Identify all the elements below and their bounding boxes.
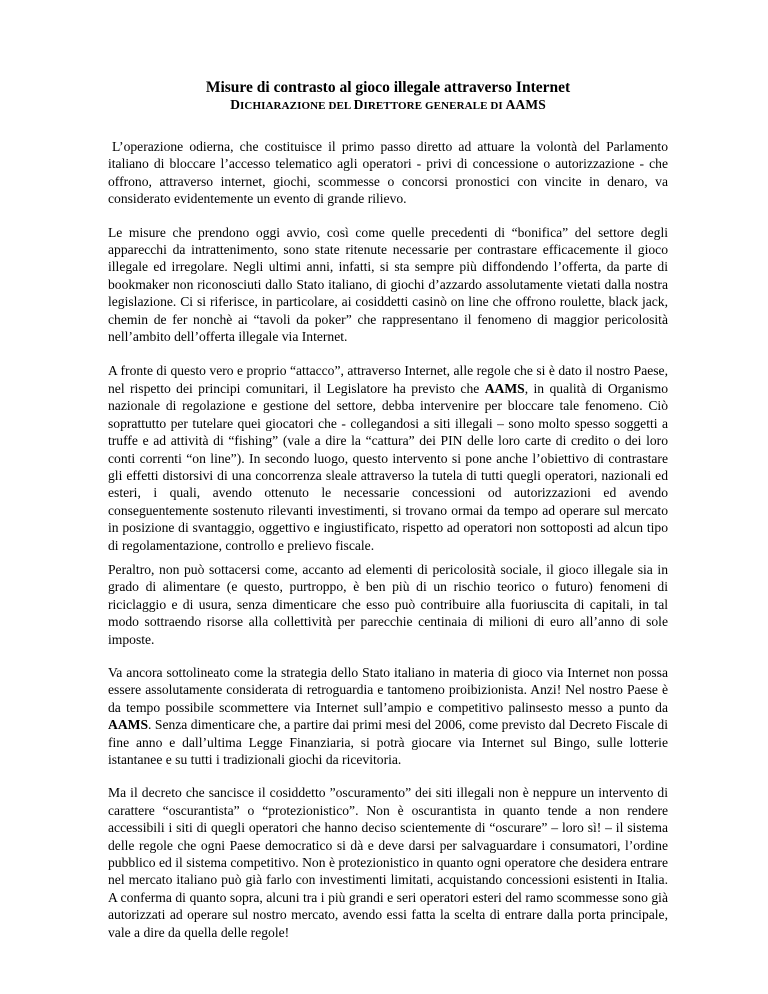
subtitle-text-2: IRETTORE GENERALE DI — [363, 100, 506, 112]
paragraph-6: Ma il decreto che sancisce il cosiddetto ”oscuramento” dei siti illegali non è neppure un intervento di carattere “oscurantista” o “protezionistico”. Non è oscurantista in quanto tende a non rendere accessibili i siti di quegli operatori che hanno deciso scientemente di “oscurare” – loro sì! – il sistema delle regole che ogni Paese democratico si dà e deve darsi per salvaguardare i consumatori, l’ordine pubblico ed il sistema competitivo. Non è protezionistico in quanto ogni operatore che desidera entrare nel mercato italiano può già farlo con investimenti limitati, acquistando concessioni esistenti in Italia. A conferma di quanto sopra, alcuni tra i più grandi e seri operatori esteri del ramo scommesse sono già autorizzati ad operare sul nostro mercato, avendo essi fatta la scelta di entrare dalla porta principale, vale a dire da quella delle regole! — [108, 785, 668, 940]
paragraph-5-text-a: Va ancora sottolineato come la strategia dello Stato italiano in materia di gioco via Internet non possa essere assolutamente considerata di retroguardia e tantomeno proibizionista. Anzi! Nel nostro Paese è da tempo possibile scommettere via Internet sull’ampio e competitivo palinsesto messo a punto da — [108, 664, 668, 715]
paragraph-4: Peraltro, non può sottacersi come, accanto ad elementi di pericolosità sociale, il gioco illegale sia in grado di alimentare (e questo, purtroppo, è ben più di un rischio teorico o futuro) fenomeni di riciclaggio e di usura, senza dimenticare che esso può contribuire alla fuoriuscita di capitali, in tal modo sottraendo risorse alla collettività per parecchie centinaia di milioni di euro all’anno di sole imposte. — [108, 561, 668, 647]
paragraph-5-text-b: . Senza dimenticare che, a partire dai primi mesi del 2006, come previsto dal Decreto Fiscale di fine anno e dall’ultima Legge Finanziaria, si potrà giocare via Internet sul Bingo, sulle lotterie istantanee e su tutti i tradizionali giochi da ricevitoria. — [108, 717, 668, 767]
paragraph-2: Le misure che prendono oggi avvio, così come quelle precedenti di “bonifica” del settore degli apparecchi da intrattenimento, sono state ritenute necessarie per contrastare efficacemente il gioco illegale ed irregolare. Negli ultimi anni, infatti, si sta sempre più diffondendo l’offerta, da parte di bookmaker non riconosciuti dallo Stato italiano, di giochi d’azzardo assolutamente vietati dalla nostra legislazione. Ci si riferisce, in particolare, ai cosiddetti casinò on line che offrono roulette, black jack, chemin de fer nonchè ai “tavoli da poker” che rappresentano il fenomeno di maggior pericolosità nell’ambito dell’offerta illegale via Internet. — [108, 224, 668, 345]
document-title: Misure di contrasto al gioco illegale attraverso Internet — [205, 79, 571, 96]
document-subtitle — [108, 98, 668, 113]
subtitle-initial-2: D — [353, 97, 364, 112]
paragraph-1: L’operazione odierna, che costituisce il primo passo diretto ad attuare la volontà del Parlamento italiano di bloccare l’accesso telematico agli operatori - privi di concessione o autorizzazione - che offrono, attraverso internet, giochi, scommesse o concorsi pronostici con vincite in denaro, va considerato evidentemente un evento di grande rilievo. — [108, 139, 668, 207]
paragraph-5-aams: AAMS — [108, 717, 149, 733]
subtitle-text-1: ICHIARAZIONE DEL — [240, 100, 354, 112]
subtitle-initial-1: D — [230, 97, 241, 112]
paragraph-3-aams: AAMS — [484, 380, 525, 396]
subtitle-aams: AAMS — [505, 97, 546, 112]
paragraph-3-text-b: , in qualità di Organismo nazionale di regolazione e gestione del settore, debba intervenire per bloccare tale fenomeno. Ciò soprattutto per tutelare quei giocatori che - collegandosi a siti illegali – sono molto spesso soggetti a truffe e ad attività di “fishing” (vale a dire la “cattura” dei PIN delle loro carte di credito o dei loro conti correnti “on line”). In secondo luogo, questo intervento si pone anche l’obiettivo di contrastare gli effetti distorsivi di una concorrenza sleale attraverso la tutela di tutti quegli operatori, nazionali ed esteri, i quali, avendo ottenuto le necessarie concessioni od autorizzazioni ed avendo conseguentemente sostenuto rilevanti investimenti, si trovano ormai da tempo ad operare sul mercato in posizione di svantaggio, oggettivo e ingiustificato, rispetto ad operatori non sottoposti ad alcun tipo di regolamentazione, controllo e prelievo fiscale. — [108, 380, 668, 553]
paragraph-3 — [108, 362, 668, 553]
document-page — [108, 78, 668, 941]
paragraph-3-text-a: A fronte di questo vero e proprio “attacco”, attraverso Internet, alle regole che si è dato il nostro Paese, nel rispetto dei principi comunitari, il Legislatore ha previsto che — [108, 363, 668, 396]
paragraph-5 — [108, 664, 668, 768]
